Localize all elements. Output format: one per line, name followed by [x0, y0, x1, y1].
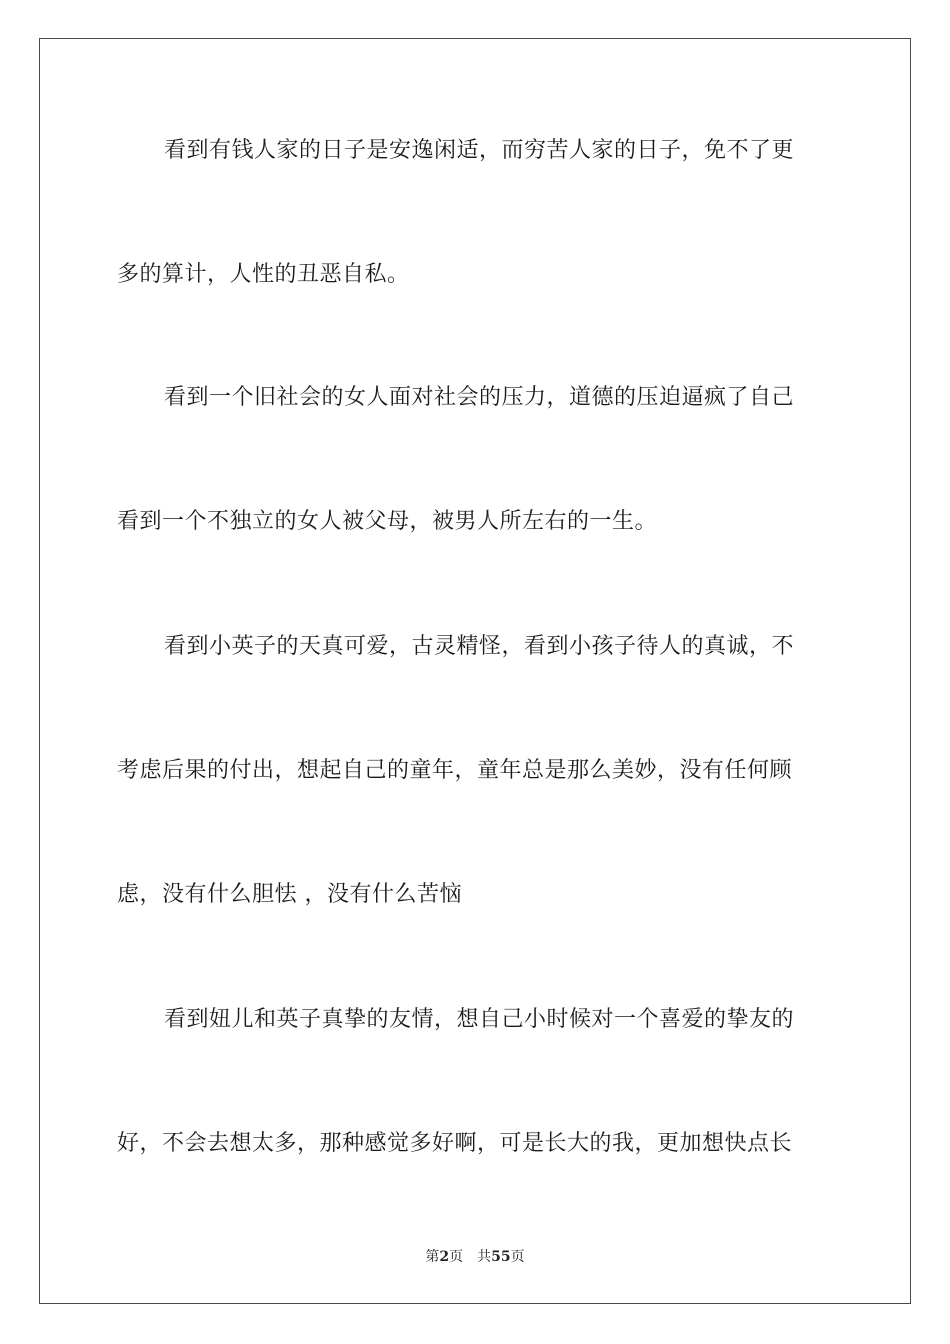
paragraph-4-line-2: 好，不会去想太多，那种感觉多好啊，可是长大的我，更加想快点长 — [117, 1131, 793, 1156]
paragraph-3-line-3: 虑，没有什么胆怯 ，没有什么苦恼 — [117, 882, 462, 907]
paragraph-1-line-1: 看到有钱人家的日子是安逸闲适，而穷苦人家的日子，免不了更 — [164, 138, 795, 163]
paragraph-3-line-2: 考虑后果的付出，想起自己的童年，童年总是那么美妙，没有任何顾 — [117, 758, 793, 783]
total-prefix: 共 — [477, 1249, 492, 1265]
page-suffix: 页 — [449, 1249, 464, 1265]
total-pages: 55 — [491, 1249, 511, 1265]
page-border — [39, 38, 911, 1304]
paragraph-1-line-2: 多的算计，人性的丑恶自私。 — [117, 262, 410, 287]
total-suffix: 页 — [510, 1249, 525, 1265]
page-number: 2 — [439, 1249, 450, 1265]
paragraph-3-line-1: 看到小英子的天真可爱，古灵精怪，看到小孩子待人的真诚，不 — [164, 634, 795, 659]
page-prefix: 第 — [425, 1249, 440, 1265]
page-footer — [0, 1246, 950, 1266]
paragraph-4-line-1: 看到妞儿和英子真挚的友情，想自己小时候对一个喜爱的挚友的 — [164, 1007, 795, 1032]
paragraph-2-line-1: 看到一个旧社会的女人面对社会的压力，道德的压迫逼疯了自己 — [164, 385, 795, 410]
paragraph-2-line-2: 看到一个不独立的女人被父母，被男人所左右的一生。 — [117, 509, 658, 534]
